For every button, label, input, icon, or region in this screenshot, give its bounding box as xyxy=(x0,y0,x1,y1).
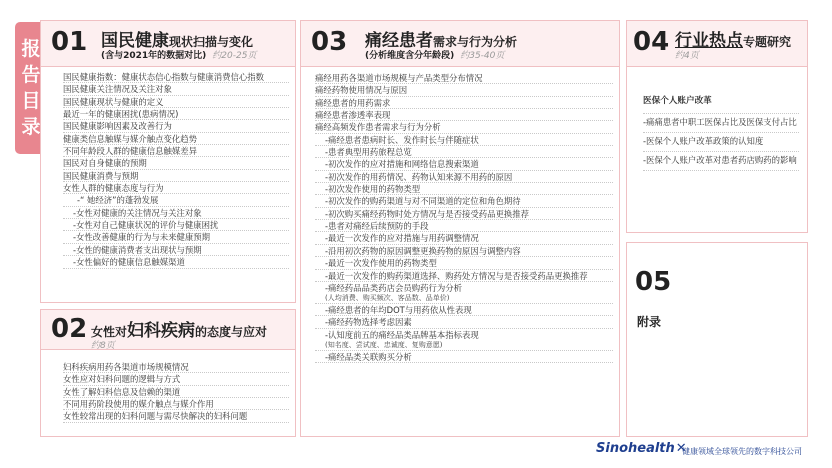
section-02-pages-wrap xyxy=(85,338,115,351)
list-item-text: -沿用初次药物的原因调整更换药物的原因与调整内容 xyxy=(325,245,521,256)
list-item xyxy=(63,219,289,231)
section-04-title-main: 行业热点 xyxy=(675,31,743,51)
list-item-text: 国民健康指数：健康状态信心指数与健康消费信心指数 xyxy=(63,72,264,82)
list-item-text: 女性了解妇科信息及信赖的渠道 xyxy=(63,386,181,397)
section-03-title-main: 痛经患者 xyxy=(365,31,433,51)
list-item xyxy=(315,183,613,195)
section-03-header xyxy=(301,21,619,67)
section-01-pages: 约20-25页 xyxy=(212,51,257,61)
list-item-text: -“ 她经济”的蓬勃发展 xyxy=(77,195,159,206)
list-item xyxy=(63,108,289,120)
toc-char: 目 xyxy=(21,90,41,112)
list-item-text: -初次发作的应对措施和网络信息搜索渠道 xyxy=(325,159,479,170)
section-01-panel xyxy=(40,20,296,303)
section-01-subtitle-text: (含与2021年的数据对比) xyxy=(101,51,207,61)
list-item: -医保个人账户改革政策的认知度 xyxy=(643,133,799,152)
section-05-number: 05 xyxy=(635,267,672,297)
section-05-panel xyxy=(626,242,808,437)
list-item xyxy=(315,282,613,304)
section-03-subtitle xyxy=(365,48,504,61)
list-item-text: 妇科疾病用药各渠道市场规模情况 xyxy=(63,362,189,372)
list-item xyxy=(315,158,613,170)
list-item-text: -初次购买痛经药物时处方情况与是否接受药品更换推荐 xyxy=(325,208,530,219)
list-item xyxy=(315,72,613,84)
section-02-header xyxy=(41,310,295,350)
list-item-text: 痛经患者的用药需求 xyxy=(315,97,391,108)
list-item-text: -初次发作使用的药物类型 xyxy=(325,184,421,195)
section-03-number: 03 xyxy=(311,27,348,57)
section-04-pages: 约4页 xyxy=(675,51,699,61)
list-item xyxy=(315,195,613,207)
list-item xyxy=(63,398,289,410)
list-item xyxy=(315,84,613,96)
section-03-list xyxy=(315,72,613,363)
list-item-text: -患者对痛经后续预防的手段 xyxy=(325,221,429,232)
list-item xyxy=(315,304,613,316)
section-04-panel xyxy=(626,20,808,233)
list-item xyxy=(63,194,289,206)
list-item-text: -痛经药物选择考虑因素 xyxy=(325,317,412,328)
list-item-text: 国民健康影响因素及改善行为 xyxy=(63,121,172,132)
list-item-text: -初次发作的购药渠道与对不同渠道的定位和角色期待 xyxy=(325,196,521,207)
list-item-text: -女性对健康的关注情况与关注对象 xyxy=(73,207,202,218)
list-item-text: 不同年龄段人群的健康信息触媒差异 xyxy=(63,146,197,157)
section-01-title-main: 国民健康 xyxy=(101,31,169,51)
list-item-text: -痛经药品品类药店会员购药行为分析 xyxy=(325,282,463,293)
section-01-list xyxy=(63,71,289,269)
section-02-title-b: 的态度与应对 xyxy=(195,325,268,339)
section-02-number: 02 xyxy=(51,314,88,344)
list-item xyxy=(63,231,289,243)
list-item xyxy=(315,245,613,257)
list-item-text: 国民健康现状与健康的定义 xyxy=(63,96,164,107)
section-03-title-rest: 需求与行为分析 xyxy=(433,35,518,49)
list-item-note: (人均消费、购买频次、客品数、品单价) xyxy=(325,293,450,302)
list-item xyxy=(315,257,613,269)
section-04-pages-wrap xyxy=(669,48,699,61)
list-item xyxy=(63,410,289,422)
list-item-text: 痛经药物使用情况与原因 xyxy=(315,85,408,96)
list-item-text: -初次发作的用药情况、药物认知来源不用药的原因 xyxy=(325,171,513,182)
section-02-list xyxy=(63,361,289,423)
section-02-title-a: 女性对 xyxy=(91,325,128,339)
list-item xyxy=(63,207,289,219)
list-item-text: -女性对自己健康状况的评价与健康困扰 xyxy=(73,220,219,231)
list-item xyxy=(63,83,289,95)
section-03-panel xyxy=(300,20,620,437)
toc-char: 报 xyxy=(21,38,41,60)
list-item-text: -女性改善健康的行为与未来健康预期 xyxy=(73,232,211,243)
section-04-number: 04 xyxy=(633,27,670,57)
list-item-text: 最近一年的健康困扰(患病情况) xyxy=(63,109,179,120)
list-item-text: -痛经患者患病时长、发作时长与伴随症状 xyxy=(325,134,479,145)
section-01-number: 01 xyxy=(51,27,88,57)
list-item xyxy=(315,121,613,133)
section-02-title xyxy=(91,316,267,341)
list-item-text: -认知度前五的痛经品类品牌基本指标表现 xyxy=(325,329,479,340)
list-item-text: 痛经患者渗透率表现 xyxy=(315,110,391,121)
list-item xyxy=(63,373,289,385)
toc-char: 录 xyxy=(21,116,41,138)
list-item xyxy=(315,134,613,146)
toc-char: 告 xyxy=(21,64,41,86)
list-item xyxy=(63,120,289,132)
list-item: -痛痛患者中职工医保占比及医保支付占比 xyxy=(643,114,799,133)
list-item xyxy=(63,157,289,169)
section-04-title-rest: 专题研究 xyxy=(743,35,792,49)
list-item-text: -痛经品类关联购买分析 xyxy=(325,351,412,362)
list-item xyxy=(315,232,613,244)
section-02-title-main: 妇科疾病 xyxy=(127,321,196,341)
list-item xyxy=(63,256,289,268)
list-item-text: 痛经高频发作患者需求与行为分析 xyxy=(315,122,441,133)
list-item xyxy=(315,171,613,183)
list-item-text: -最近一次发作的购药渠道选择、购药处方情况与是否接受药品更换推荐 xyxy=(325,270,588,281)
list-item xyxy=(315,109,613,121)
list-item-note: (知名度、尝试度、忠诚度、复购意愿) xyxy=(325,340,443,349)
list-item-text: 女性人群的健康态度与行为 xyxy=(63,183,164,194)
list-item xyxy=(63,170,289,182)
list-item xyxy=(315,208,613,220)
section-02-panel xyxy=(40,309,296,437)
list-item-text: -最近一次发作使用的药物类型 xyxy=(325,258,437,269)
section-04-list xyxy=(643,93,799,171)
list-item xyxy=(315,351,613,363)
list-item: -医保个人账户改革对患者药店购药的影响 xyxy=(643,152,799,171)
list-item xyxy=(315,329,613,351)
section-01-header xyxy=(41,21,295,67)
footer-tagline: 健康领域全球领先的数字科技公司 xyxy=(682,447,802,456)
list-item-text: 国民对自身健康的预期 xyxy=(63,158,147,169)
list-item-text: 国民健康消费与预期 xyxy=(63,170,139,181)
list-item xyxy=(315,316,613,328)
sinohealth-logo xyxy=(596,441,687,456)
list-item xyxy=(63,244,289,256)
list-item-text: 国民健康关注情况及关注对象 xyxy=(63,84,172,95)
list-item xyxy=(63,133,289,145)
list-item xyxy=(63,386,289,398)
list-item-text: 健康类信息触媒与媒介触点变化趋势 xyxy=(63,133,197,144)
list-item xyxy=(63,182,289,194)
list-item xyxy=(63,145,289,157)
list-item-text: -痛经患者的年均DOT与用药依从性表现 xyxy=(325,304,472,315)
section-03-subtitle-text: (分析维度含分年龄段) xyxy=(365,51,455,61)
logo-text: Sinohealth xyxy=(596,441,675,456)
list-item xyxy=(315,146,613,158)
list-item xyxy=(63,96,289,108)
list-item-text: -女性偏好的健康信息触媒渠道 xyxy=(73,257,185,268)
logo-mark-icon: ✕ xyxy=(675,441,687,456)
list-item-text: 女性较常出现的妇科问题与需尽快解决的妇科问题 xyxy=(63,411,248,422)
section-04-heading: 医保个人账户改革 xyxy=(643,93,799,114)
section-02-pages: 约8页 xyxy=(91,341,115,351)
list-item-text: 痛经用药各渠道市场规模与产品类型分布情况 xyxy=(315,73,483,83)
list-item xyxy=(63,71,289,83)
section-04-header xyxy=(627,21,807,67)
list-item xyxy=(315,220,613,232)
list-item xyxy=(315,97,613,109)
list-item xyxy=(63,361,289,373)
section-01-subtitle xyxy=(101,48,256,61)
list-item-text: -患者典型用药旅程总览 xyxy=(325,147,412,158)
section-05-title: 附录 xyxy=(637,315,662,329)
list-item-text: -女性的健康消费者支出现状与预期 xyxy=(73,244,202,255)
list-item-text: 女性应对妇科问题的逻辑与方式 xyxy=(63,374,181,385)
list-item-text: -最近一次发作的应对措施与用药调整情况 xyxy=(325,233,479,244)
list-item-text: 不同用药阶段使用的媒介触点与媒介作用 xyxy=(63,399,214,410)
list-item xyxy=(315,270,613,282)
section-03-pages: 约35-40页 xyxy=(460,51,505,61)
section-01-title-rest: 现状扫描与变化 xyxy=(169,35,254,49)
